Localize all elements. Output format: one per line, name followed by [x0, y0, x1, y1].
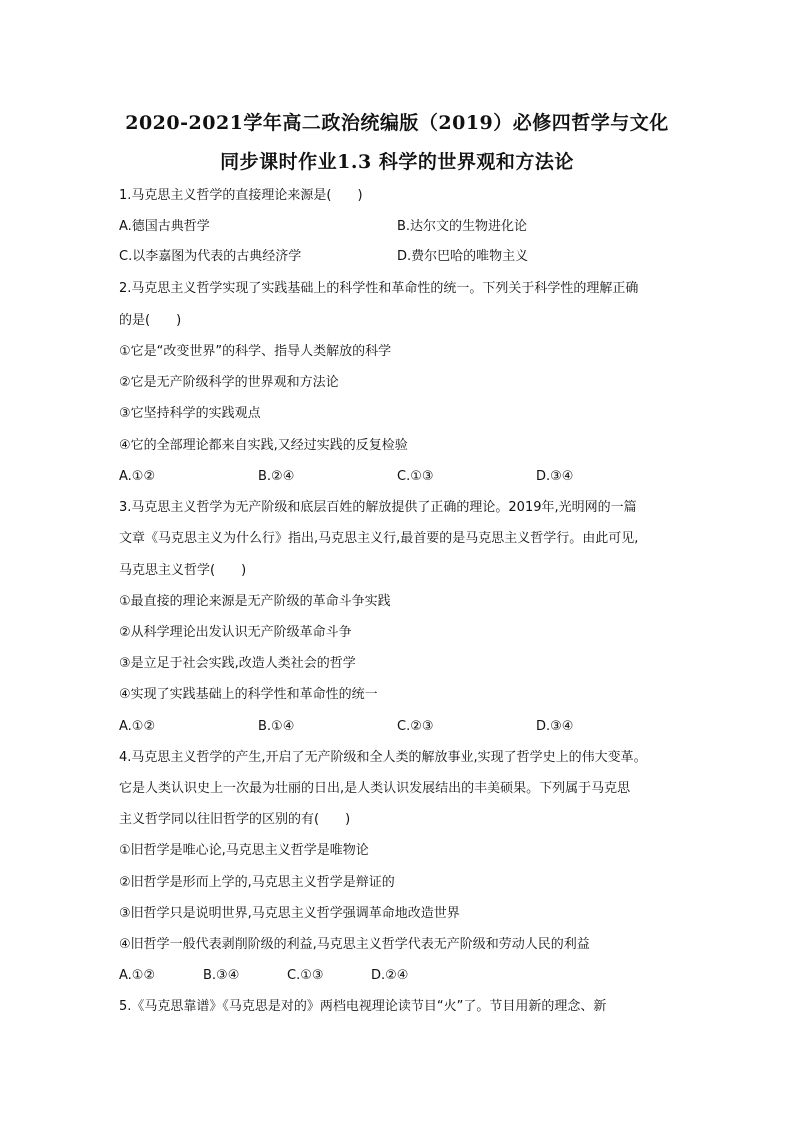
- q5-stem-line-1: 5.《马克思靠谱》《马克思是对的》两档电视理论读节目“火”了。节目用新的理念、新: [119, 999, 607, 1014]
- q4-option-b: B.③④: [203, 968, 240, 983]
- q3-statement-3: ③是立足于社会实践,改造人类社会的哲学: [119, 656, 356, 671]
- q1-option-b: B.达尔文的生物进化论: [397, 219, 528, 234]
- q2-stem-line-2: 的是( ): [119, 313, 182, 328]
- q4-option-d: D.②④: [371, 968, 409, 983]
- q3-statement-4: ④实现了实践基础上的科学性和革命性的统一: [119, 687, 378, 702]
- q3-option-b: B.①④: [258, 719, 295, 734]
- q4-statement-4: ④旧哲学一般代表剥削阶级的利益,马克思主义哲学代表无产阶级和劳动人民的利益: [119, 937, 590, 952]
- q2-option-a: A.①②: [119, 469, 156, 484]
- q2-option-c: C.①③: [397, 469, 434, 484]
- q3-statement-1: ①最直接的理论来源是无产阶级的革命斗争实践: [119, 594, 391, 609]
- q2-statement-1: ①它是“改变世界”的科学、指导人类解放的科学: [119, 344, 392, 359]
- q1-option-a: A.德国古典哲学: [119, 219, 210, 234]
- q2-statement-2: ②它是无产阶级科学的世界观和方法论: [119, 375, 339, 390]
- q3-stem-line-2: 文章《马克思主义为什么行》指出,马克思主义行,最首要的是马克思主义哲学行。由此可见,: [119, 531, 639, 546]
- q4-statement-1: ①旧哲学是唯心论,马克思主义哲学是唯物论: [119, 843, 369, 858]
- q2-statement-3: ③它坚持科学的实践观点: [119, 406, 261, 421]
- q1-option-d: D.费尔巴哈的唯物主义: [397, 249, 529, 264]
- q3-option-a: A.①②: [119, 719, 156, 734]
- q2-option-d: D.③④: [536, 469, 574, 484]
- q4-stem-line-2: 它是人类认识史上一次最为壮丽的日出,是人类认识发展结出的丰美硕果。下列属于马克思: [119, 781, 631, 796]
- q4-statement-2: ②旧哲学是形而上学的,马克思主义哲学是辩证的: [119, 875, 395, 890]
- q4-stem-line-3: 主义哲学同以往旧哲学的区别的有( ): [119, 812, 351, 827]
- q2-stem-line-1: 2.马克思主义哲学实现了实践基础上的科学性和革命性的统一。下列关于科学性的理解正确: [119, 281, 639, 296]
- q1-stem: 1.马克思主义哲学的直接理论来源是( ): [119, 188, 363, 203]
- q2-statement-4: ④它的全部理论都来自实践,又经过实践的反复检验: [119, 438, 408, 453]
- q3-stem-line-1: 3.马克思主义哲学为无产阶级和底层百姓的解放提供了正确的理论。2019年,光明网的一篇: [119, 500, 637, 515]
- q3-option-d: D.③④: [536, 719, 574, 734]
- q4-statement-3: ③旧哲学只是说明世界,马克思主义哲学强调革命地改造世界: [119, 906, 460, 921]
- q3-option-c: C.②③: [397, 719, 434, 734]
- page-subtitle: 同步课时作业1.3 科学的世界观和方法论: [220, 151, 574, 173]
- q3-stem-line-3: 马克思主义哲学( ): [119, 563, 247, 578]
- q4-option-c: C.①③: [287, 968, 324, 983]
- q2-option-b: B.②④: [258, 469, 295, 484]
- q4-stem-line-1: 4.马克思主义哲学的产生,开启了无产阶级和全人类的解放事业,实现了哲学史上的伟大变革。: [119, 750, 647, 765]
- q3-statement-2: ②从科学理论出发认识无产阶级革命斗争: [119, 625, 352, 640]
- q1-option-c: C.以李嘉图为代表的古典经济学: [119, 249, 302, 264]
- page-title: 2020-2021学年高二政治统编版（2019）必修四哲学与文化: [125, 112, 669, 134]
- q4-option-a: A.①②: [119, 968, 156, 983]
